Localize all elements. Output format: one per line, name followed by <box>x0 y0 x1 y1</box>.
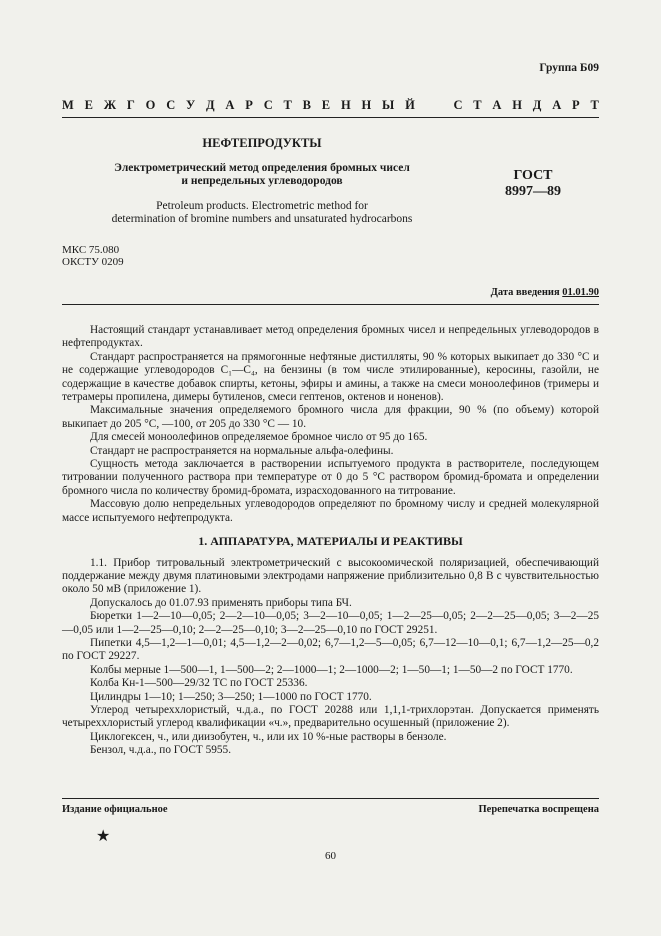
document-title: НЕФТЕПРОДУКТЫ <box>202 136 322 150</box>
banner-letter: С <box>263 98 273 112</box>
header-rule-top <box>62 117 599 118</box>
banner-letter: М <box>62 98 74 112</box>
banner-letter: Т <box>473 98 482 112</box>
banner-letter: Е <box>84 98 93 112</box>
gost-code: 8997—89 <box>505 184 561 199</box>
banner-letter: А <box>552 98 562 112</box>
introduction-date-value: 01.01.90 <box>562 287 599 298</box>
item-cyclohexene: Циклогексен, ч., или диизобутен, ч., или их 10 %-ные растворы в бензоле. <box>90 730 447 743</box>
banner-letter: Д <box>532 98 542 112</box>
header-rule-bottom <box>62 304 599 305</box>
banner-letter: С <box>453 98 463 112</box>
banner-letter: А <box>225 98 235 112</box>
banner-letter: Н <box>340 98 351 112</box>
banner-letter <box>426 98 429 113</box>
banner-letter: Т <box>283 98 292 112</box>
item-titrator: 1.1. Прибор титровальный электрометрический с высокоомической поляризацией, обеспечивающий поддержание между двумя платиновыми электродами напряжение приблизительно 0,8 В с чувствительностью около 50 мВ (приложение 1). <box>62 556 599 596</box>
section-heading-apparatus: 1. АППАРАТУРА, МАТЕРИАЛЫ И РЕАКТИВЫ <box>198 534 463 549</box>
document-body <box>62 324 599 758</box>
reprint-prohibited-note: Перепечатка воспрещена <box>478 804 599 815</box>
item-volumetric-flasks: Колбы мерные 1—500—1, 1—500—2; 2—1000—1; 2—1000—2; 1—50—1; 1—50—2 по ГОСТ 1770. <box>90 663 573 676</box>
banner-letter: С <box>166 98 176 112</box>
banner-letter: Г <box>126 98 135 112</box>
banner-letter: Р <box>245 98 253 112</box>
paragraph-scope: Настоящий стандарт устанавливает метод определения бромных чисел и непредельных углеводородов в нефтепродуктах. <box>62 324 599 350</box>
paragraph-monoolefins: Для смесей моноолефинов определяемое бромное число от 95 до 165. <box>90 431 428 444</box>
banner-letter: Н <box>512 98 522 112</box>
subtitle-russian-line-1: Электрометрический метод определения бромных чисел <box>114 162 410 174</box>
gost-number <box>488 168 578 200</box>
group-code: Группа Б09 <box>539 62 599 74</box>
okstu-code: ОКСТУ 0209 <box>62 256 124 268</box>
footer-rule <box>62 798 599 799</box>
banner-letter: В <box>302 98 311 112</box>
paragraph-mass-fraction: Массовую долю непредельных углеводородов определяют по бромному числу и средней молекулярной массе испытуемого нефтепродукта. <box>62 498 599 524</box>
item-bch-devices: Допускалось до 01.07.93 применять приборы типа БЧ. <box>90 596 352 609</box>
paragraph-exclusion: Стандарт не распространяется на нормальные альфа-олефины. <box>90 444 394 457</box>
item-burettes: Бюретки 1—2—10—0,05; 2—2—10—0,05; 3—2—10—0,05; 1—2—25—0,05; 2—2—25—0,05; 3—2—25—0,05 или 1—2—25—0,10; 2—2—25—0,10; 3—2—25—0,10 по ГОСТ 29251. <box>62 610 599 636</box>
star-icon: ★ <box>96 828 111 845</box>
item-flask: Колба Кн-1—500—29/32 ТС по ГОСТ 25336. <box>90 677 308 690</box>
subtitle-russian-line-2: и непредельных углеводородов <box>181 175 343 187</box>
paragraph-method-essence: Сущность метода заключается в растворении испытуемого продукта в растворителе, последующем титровании полученного раствора при температуре от 0 до 5 °С раствором бромид-бромата и определении бромного числа по количеству бромид-бромата, израсходованного на титрование. <box>62 458 599 497</box>
item-carbon-tetrachloride: Углерод четыреххлористый, ч.д.а., по ГОСТ 20288 или 1,1,1-трихлорэтан. Допускается применять четыреххлористый углерод квалификации «ч.», предварительно осушенный (приложение 2). <box>62 703 599 730</box>
item-benzene: Бензол, ч.д.а., по ГОСТ 5955. <box>90 744 232 757</box>
item-cylinders: Цилиндры 1—10; 1—250; 3—250; 1—1000 по ГОСТ 1770. <box>90 690 372 703</box>
item-pipettes: Пипетки 4,5—1,2—1—0,01; 4,5—1,2—2—0,02; 6,7—1,2—5—0,05; 6,7—12—10—0,1; 6,7—1,2—25—0,2 по ГОСТ 29227. <box>62 636 599 663</box>
subtitle-english-line-1: Petroleum products. Electrometric method for <box>156 200 368 212</box>
gost-label: ГОСТ <box>513 168 553 183</box>
subtitle-english-line-2: determination of bromine numbers and unsaturated hydrocarbons <box>111 213 413 225</box>
banner-letter: Д <box>206 98 215 112</box>
banner-letter: Р <box>572 98 580 112</box>
paragraph-applicability: Стандарт распространяется на прямогонные нефтяные дистилляты, 90 % которых выкипает до 330 °С и не содержащие углеводородов С₁—С₄, на бензины (в том числе этилированные), керосины, газойли, не содержащие в качестве добавок спирты, кетоны, эфиры и амины, а также на смеси моноолефинов (тримеры и тетрамеры пропилена, димеры бутиленов, смеси гептенов, октенов и ноненов). <box>62 350 599 404</box>
subtitle-english <box>62 200 462 226</box>
banner-letter: Е <box>321 98 331 112</box>
banner-letter: Т <box>590 98 599 112</box>
official-edition-note: Издание официальное <box>62 804 168 815</box>
subtitle-russian <box>62 162 462 188</box>
banner-letter <box>440 98 443 113</box>
banner-letter: Ж <box>103 98 117 112</box>
introduction-date <box>491 287 599 298</box>
classification-codes <box>62 244 124 268</box>
banner-letter: А <box>492 98 502 112</box>
interstate-standard-banner <box>62 98 599 113</box>
mks-code: МКС 75.080 <box>62 244 120 256</box>
paragraph-max-values: Максимальные значения определяемого бромного числа для фракции, 90 % (по объему) которой выкипает до 205 °С, —100, от 205 до 330 °С — 10. <box>62 404 599 430</box>
banner-letter: Н <box>361 98 372 112</box>
banner-letter: У <box>186 98 196 112</box>
banner-letter: Ы <box>382 98 395 112</box>
banner-letter: Й <box>405 98 415 112</box>
introduction-date-label: Дата введения <box>490 287 563 298</box>
page-number: 60 <box>325 850 336 862</box>
banner-letter: О <box>145 98 156 112</box>
